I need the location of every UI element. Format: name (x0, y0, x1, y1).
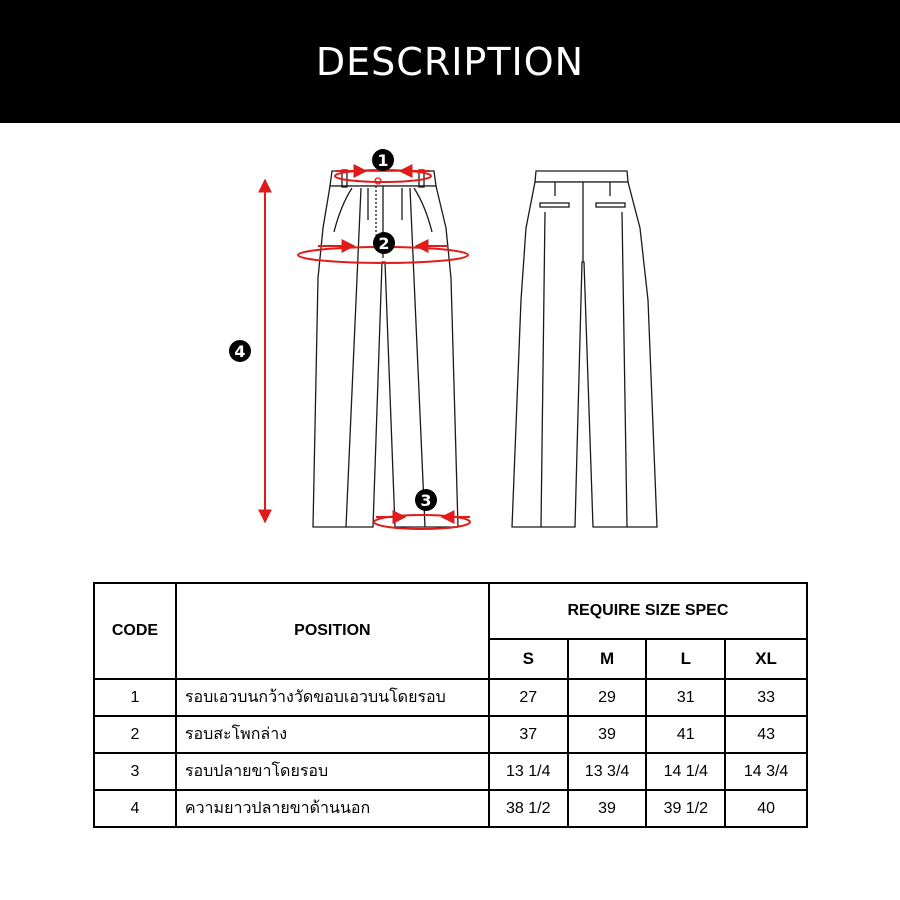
marker-3 (415, 489, 437, 511)
size-header: M (568, 639, 647, 679)
table-row (94, 753, 807, 790)
code-cell: 1 (94, 679, 176, 716)
position-cell: รอบปลายขาโดยรอบ (176, 753, 489, 790)
value-cell: 39 (568, 790, 647, 827)
size-header: S (489, 639, 568, 679)
position-cell: รอบเอวบนกว้างวัดขอบเอวบนโดยรอบ (176, 679, 489, 716)
table-row (94, 679, 807, 716)
table-header-row (94, 583, 807, 639)
svg-text:1: 1 (377, 151, 389, 170)
size-header: XL (725, 639, 807, 679)
position-cell: รอบสะโพกล่าง (176, 716, 489, 753)
front-view (313, 170, 458, 527)
table-row (94, 790, 807, 827)
value-cell: 13 3/4 (568, 753, 647, 790)
value-cell: 33 (725, 679, 807, 716)
position-cell: ความยาวปลายขาด้านนอก (176, 790, 489, 827)
pants-illustration (0, 123, 900, 563)
value-cell: 37 (489, 716, 568, 753)
header-banner (0, 0, 900, 123)
value-cell: 43 (725, 716, 807, 753)
value-cell: 27 (489, 679, 568, 716)
col-spec-header: REQUIRE SIZE SPEC (489, 583, 807, 639)
table-row (94, 716, 807, 753)
svg-text:3: 3 (420, 491, 432, 510)
value-cell: 13 1/4 (489, 753, 568, 790)
size-spec-table (93, 582, 808, 828)
value-cell: 14 1/4 (646, 753, 725, 790)
value-cell: 39 (568, 716, 647, 753)
code-cell: 3 (94, 753, 176, 790)
col-position-header: POSITION (176, 583, 489, 679)
value-cell: 14 3/4 (725, 753, 807, 790)
code-cell: 2 (94, 716, 176, 753)
value-cell: 29 (568, 679, 647, 716)
value-cell: 31 (646, 679, 725, 716)
svg-text:2: 2 (378, 234, 390, 253)
page-title: DESCRIPTION (315, 39, 585, 84)
value-cell: 40 (725, 790, 807, 827)
marker-4 (229, 340, 251, 362)
code-cell: 4 (94, 790, 176, 827)
size-header: L (646, 639, 725, 679)
back-view (512, 171, 657, 527)
svg-text:4: 4 (234, 342, 246, 361)
marker-1 (372, 149, 394, 171)
value-cell: 41 (646, 716, 725, 753)
value-cell: 39 1/2 (646, 790, 725, 827)
marker-2 (373, 232, 395, 254)
value-cell: 38 1/2 (489, 790, 568, 827)
col-code-header: CODE (94, 583, 176, 679)
